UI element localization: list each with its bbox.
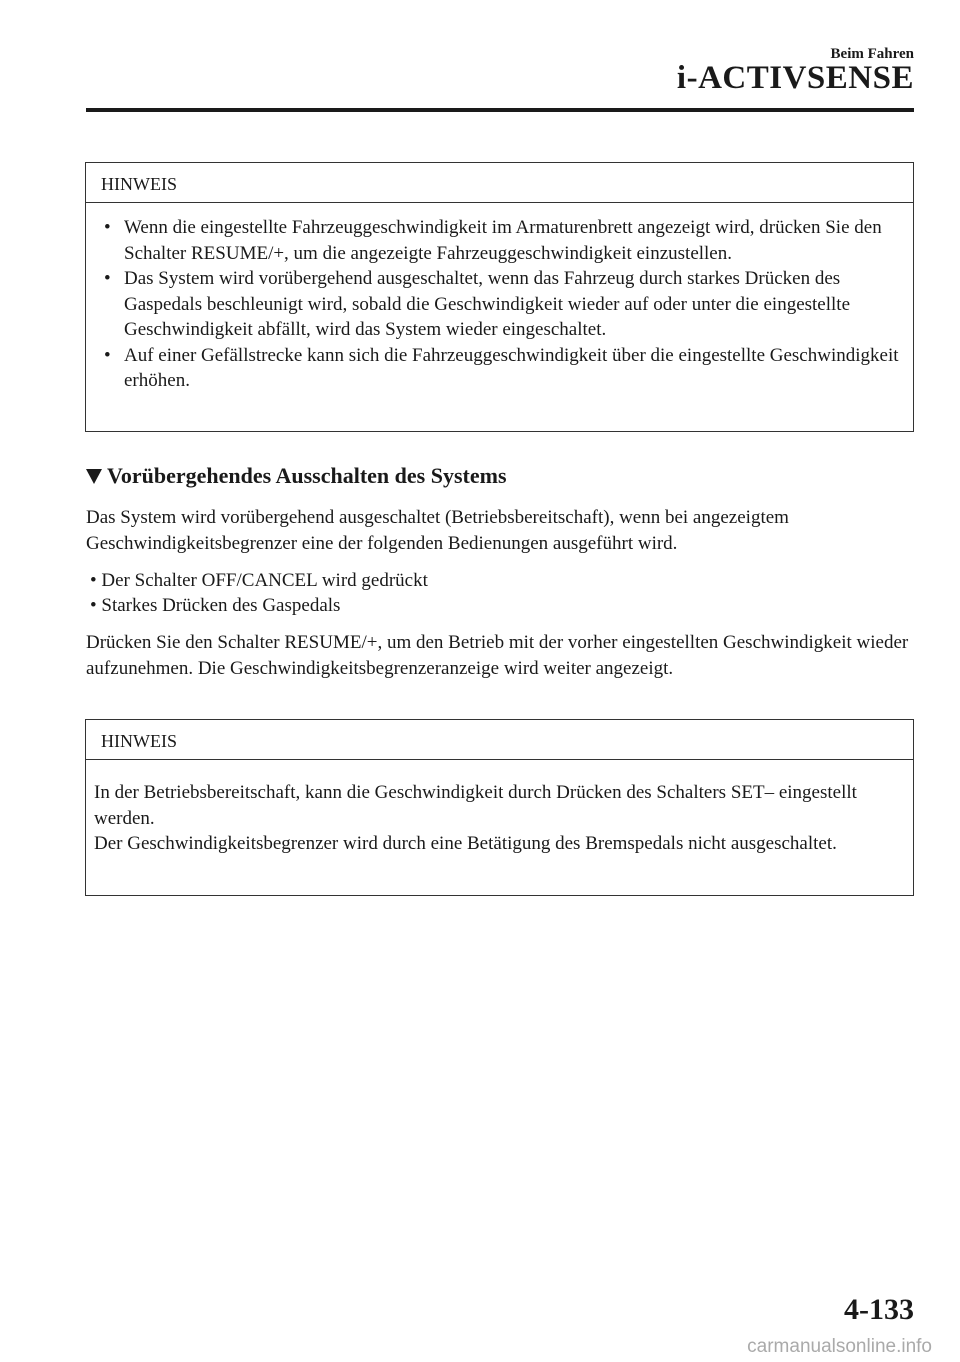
bullet-icon: • <box>104 344 111 366</box>
note-heading: HINWEIS <box>86 163 913 203</box>
note-bullet-item <box>104 266 907 343</box>
header-rule <box>86 108 914 112</box>
note-bullet-item <box>104 215 907 266</box>
bullet-icon: • <box>104 217 111 238</box>
operation-list <box>90 568 428 618</box>
section-intro-paragraph: Das System wird vorübergehend ausgeschaltet (Betriebsbereitschaft), wenn bei angezeigtem Geschwindigkeitsbegrenzer eine der folgenden Bedienungen ausgeführt wird. <box>86 507 789 554</box>
bullet-icon: • <box>90 570 102 591</box>
bullet-icon: • <box>104 268 111 289</box>
note-text-line: In der Betriebsbereitschaft, kann die Geschwindigkeit durch Drücken des Schalters SET– eingestellt werden. <box>94 782 857 829</box>
note-body <box>86 760 913 857</box>
note-box-1 <box>85 162 914 432</box>
header-section-label: Beim Fahren <box>830 46 914 62</box>
triangle-down-icon <box>86 469 102 484</box>
note-box-2 <box>85 719 914 896</box>
note-bullet-text: Wenn die eingestellte Fahrzeuggeschwindigkeit im Armaturenbrett angezeigt wird, drücken Sie den Schalter RESUME/+, um die angezeigte Fahrzeuggeschwindigkeit einzustellen. <box>124 217 882 264</box>
section-heading-text: Vorübergehendes Ausschalten des Systems <box>107 463 507 488</box>
list-item <box>90 593 428 618</box>
note-text-line: Der Geschwindigkeitsbegrenzer wird durch eine Betätigung des Bremspedals nicht ausgeschaltet. <box>94 833 837 854</box>
page-number: 4-133 <box>844 1293 914 1326</box>
note-body <box>86 203 913 394</box>
note-bullet-item <box>104 343 907 394</box>
bullet-icon: • <box>90 595 102 616</box>
list-item <box>90 568 428 593</box>
note-heading: HINWEIS <box>86 720 913 760</box>
list-item-text: Starkes Drücken des Gaspedals <box>101 595 341 616</box>
list-item-text: Der Schalter OFF/CANCEL wird gedrückt <box>101 570 428 591</box>
note-bullet-text: Auf einer Gefällstrecke kann sich die Fahrzeuggeschwindigkeit über die eingestellte Geschwindigkeit erhöhen. <box>124 344 899 391</box>
note-bullet-text: Das System wird vorübergehend ausgeschaltet, wenn das Fahrzeug durch starkes Drücken des Gaspedals beschleunigt wird, sobald die Geschwindigkeit wieder auf oder unter die eingestellte Geschwindigkeit abfällt, wird das System wieder eingeschaltet. <box>124 268 850 340</box>
section-heading <box>86 463 507 489</box>
section-outro-paragraph: Drücken Sie den Schalter RESUME/+, um den Betrieb mit der vorher eingestellten Geschwindigkeit wieder aufzunehmen. Die Geschwindigkeitsbegrenzeranzeige wird weiter angezeigt. <box>86 632 909 679</box>
header-title: i-ACTIVSENSE <box>676 60 914 96</box>
watermark: carmanualsonline.info <box>747 1336 932 1357</box>
